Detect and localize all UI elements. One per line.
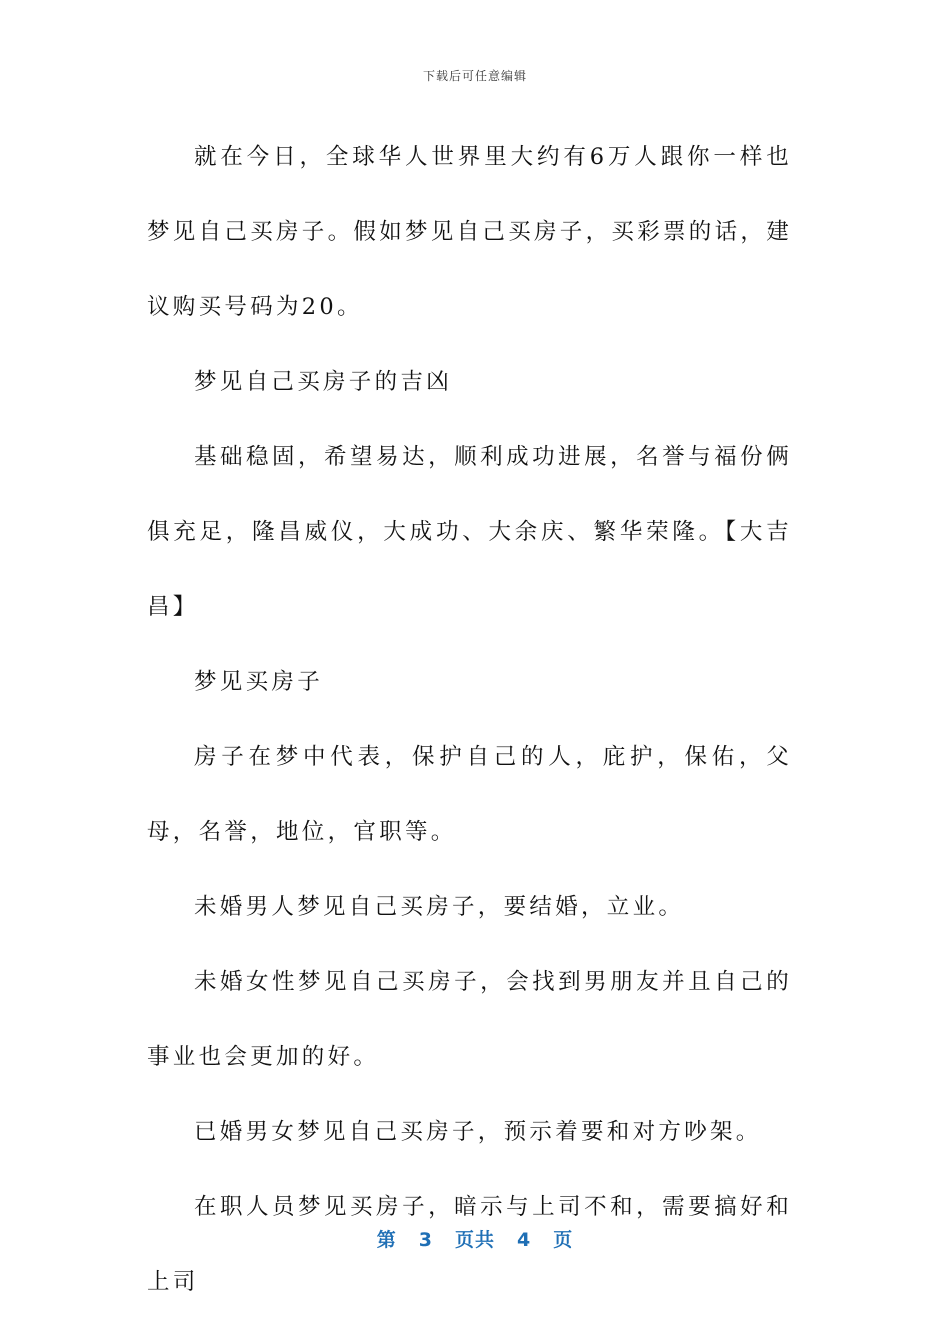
paragraph-unmarried-man: 未婚男人梦见自己买房子，要结婚，立业。: [194, 894, 685, 920]
page-number: [0, 1225, 950, 1252]
paragraph-lottery: 就在今日，全球华人世界里大约有6万人跟你一样也梦见自己买房子。假如梦见自己买房子，买彩票的话，建议购买号码为20。: [147, 144, 793, 320]
paragraph-employee: 在职人员梦见买房子，暗示与上司不和，需要搞好和上司: [147, 1194, 792, 1295]
paragraph-fortune: 基础稳固，希望易达，顺利成功进展，名誉与福份俩俱充足，隆昌威仪，大成功、大余庆、繁华荣隆。【大吉昌】: [147, 444, 792, 620]
page-total: 4: [517, 1229, 532, 1251]
page-prefix: 第: [376, 1229, 397, 1251]
paragraph-house-meaning: 房子在梦中代表，保护自己的人，庇护，保佑，父母，名誉，地位，官职等。: [147, 744, 792, 845]
paragraph-unmarried-woman: 未婚女性梦见自己买房子，会找到男朋友并且自己的事业也会更加的好。: [147, 969, 792, 1070]
document-body: [147, 120, 792, 1320]
page-mid: 页共: [454, 1229, 495, 1251]
page-suffix: 页: [553, 1229, 574, 1251]
heading-dream-buy-house: 梦见买房子: [194, 669, 324, 695]
page-current: 3: [418, 1229, 433, 1251]
header-note: 下载后可任意编辑: [422, 69, 527, 83]
heading-fortune: 梦见自己买房子的吉凶: [194, 369, 453, 395]
paragraph-married: 已婚男女梦见自己买房子，预示着要和对方吵架。: [194, 1119, 762, 1145]
